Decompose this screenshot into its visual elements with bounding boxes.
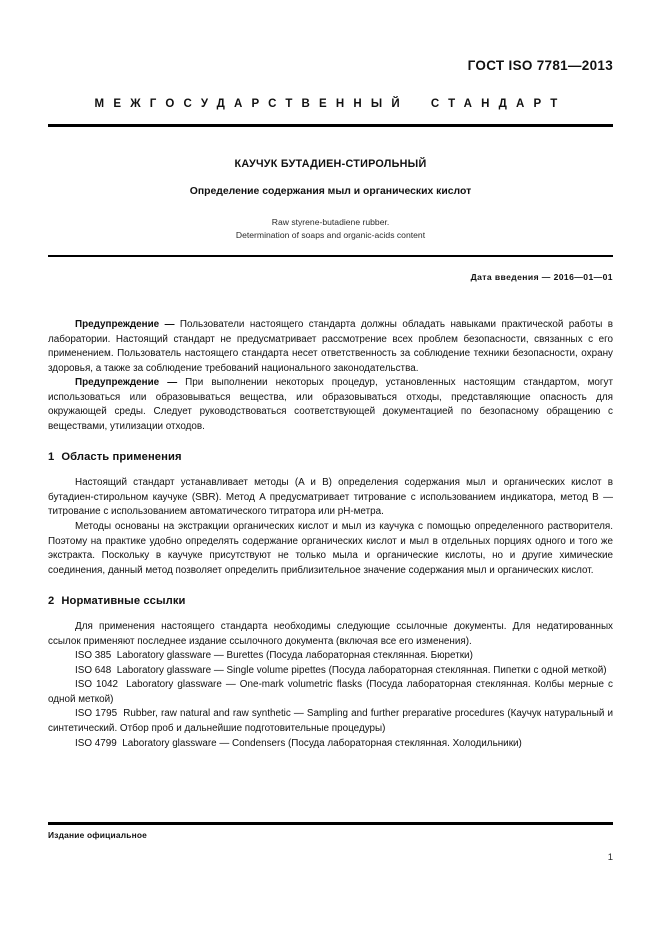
page-subtitle: Определение содержания мыл и органических кислот [189,186,472,197]
band-word-standard: СТАНДАРТ [430,98,567,110]
spacer [48,463,613,476]
page-number: 1 [607,852,613,863]
warning-text-1: Пользователи настоящего стандарта должны обладать навыками практической работы в лаборатории. Настоящий стандарт не предусматривает рассмотрение всех проблем безопасности, связанных с его применением. Пользователь настоящего стандарта несет ответственность за соблюдение техники безопасности, охрану здоровья, а также за соблюдение требований национального законодательства. [48,319,614,374]
spacer [48,434,613,451]
section-title-2: Нормативные ссылки [61,595,186,608]
reference-item [48,737,613,752]
reference-id: ISO 1042 [75,679,119,691]
warning-paragraph-1 [48,318,613,376]
section-title-1: Область применения [61,451,182,464]
footer-divider-rule [48,822,613,825]
interstate-standard-band [48,98,613,110]
spacer [48,578,613,595]
section-number-1: 1 [48,451,55,464]
title-english-line-2: Determination of soaps and organic-acids content [235,229,426,240]
reference-text: Laboratory glassware — Burettes (Посуда лабораторная стеклянная. Бюретки) [116,650,473,662]
reference-text: Laboratory glassware — Single volume pipettes (Посуда лабораторная стеклянная. Пипетки с одной меткой) [116,664,607,676]
reference-id: ISO 385 [75,650,112,662]
reference-text: Laboratory glassware — Condensers (Посуда лабораторная стеклянная. Холодильники) [122,737,522,749]
section-heading-1 [48,451,613,463]
reference-item [48,707,613,736]
warning-label-2: Предупреждение — [75,377,186,389]
title-english-line-1: Raw styrene-butadiene rubber. [271,217,390,227]
section-1-paragraph-2: Методы основаны на экстракции органических кислот и мыл из каучука с помощью определенного растворителя. Поэтому на практике удобно определять содержание органических кислот и мыл в отдельных порциях одного и того же экстракта. Поскольку в каучуке присутствуют не только мыла и органические кислоты, но и другие химические соединения, данный метод позволяет определить приблизительное значение содержания мыл и органических кислот. [48,521,613,576]
introduction-date: Дата введения — 2016—01—01 [470,272,613,282]
spacer [48,607,613,620]
band-word-interstate: МЕЖГОСУДАРСТВЕННЫЙ [94,98,409,110]
reference-text: Laboratory glassware — One-mark volumetric flasks (Посуда лабораторная стеклянная. Колбы мерные с одной меткой) [48,679,613,705]
reference-item [48,649,613,664]
title-english [48,216,613,241]
reference-text: Rubber, raw natural and raw synthetic — Sampling and further preparative procedures (Каучук натуральный и синтетический. Отбор проб и дальнейшие подготовительные процедуры) [48,708,613,735]
section-2-paragraph-1: Для применения настоящего стандарта необходимы следующие ссылочные документы. Для недатированных ссылок применяют последнее издание ссылочного документа (включая все его изменения). [48,621,613,647]
title-divider-rule [48,255,613,257]
header-divider-rule [48,124,613,127]
reference-item [48,678,613,707]
warning-text-2: При выполнении некоторых процедур, установленных настоящим стандартом, могут использоваться или образовываться вещества, или образовываться отходы, представляющие опасность для окружающей среды. Следует руководствоваться соответствующей документацией по безопасному обращению с веществами, утилизации отходов. [48,377,613,432]
warning-paragraph-2 [48,376,613,434]
section-heading-2 [48,595,613,607]
section-1-paragraph-1: Настоящий стандарт устанавливает методы (A и B) определения содержания мыл и органических кислот в бутадиен-стирольном каучуке (SBR). Метод A предусматривает титрование с использованием индикатора, метод B — титрование с использованием автоматического титратора или pH-метра. [48,477,613,518]
standard-designation: ГОСТ ISO 7781—2013 [467,58,613,73]
reference-id: ISO 648 [75,664,112,676]
warning-label-1: Предупреждение — [75,319,180,330]
reference-id: ISO 4799 [75,737,117,749]
document-body [48,318,613,751]
official-edition-note: Издание официальное [48,830,147,840]
reference-item [48,664,613,679]
page-title: КАУЧУК БУТАДИЕН-СТИРОЛЬНЫЙ [234,158,427,170]
section-number-2: 2 [48,595,55,608]
reference-id: ISO 1795 [75,708,118,720]
